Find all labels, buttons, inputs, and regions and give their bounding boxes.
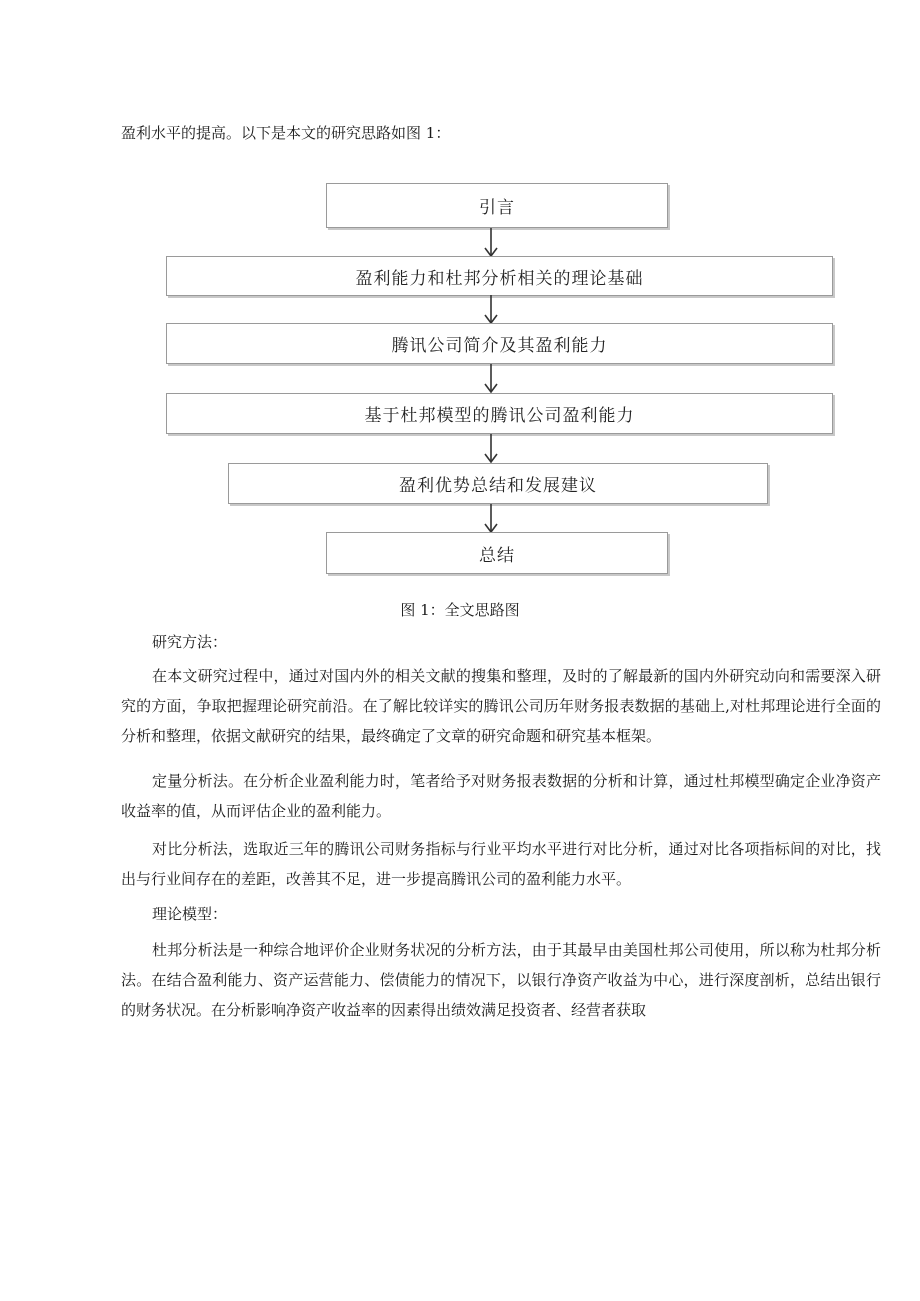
- method-heading: 研究方法：: [152, 633, 228, 651]
- flow-step-theory-basis: 盈利能力和杜邦分析相关的理论基础: [166, 256, 833, 296]
- down-arrow-icon: [481, 295, 501, 325]
- theory-heading: 理论模型：: [152, 905, 228, 923]
- down-arrow-icon: [481, 434, 501, 464]
- flow-step-conclusion: 总结: [326, 532, 668, 574]
- flow-step-introduction: 引言: [326, 183, 668, 228]
- method-paragraph-quantitative: 定量分析法。在分析企业盈利能力时，笔者给予对财务报表数据的分析和计算，通过杜邦模型确定企业净资产收益率的值，从而评估企业的盈利能力。: [121, 772, 881, 820]
- down-arrow-icon: [481, 364, 501, 394]
- flow-step-suggestions: 盈利优势总结和发展建议: [228, 463, 768, 504]
- method-paragraph-comparative: 对比分析法，选取近三年的腾讯公司财务指标与行业平均水平进行对比分析，通过对比各项指标间的对比，找出与行业间存在的差距，改善其不足，进一步提高腾讯公司的盈利能力水平。: [121, 840, 881, 888]
- flow-step-company-profile: 腾讯公司简介及其盈利能力: [166, 323, 833, 364]
- theory-paragraph: 杜邦分析法是一种综合地评价企业财务状况的分析方法，由于其最早由美国杜邦公司使用，所以称为杜邦分析法。在结合盈利能力、资产运营能力、偿债能力的情况下，以银行净资产收益为中心，进行深度剖析，总结出银行的财务状况。在分析影响净资产收益率的因素得出绩效满足投资者、经营者获取: [121, 941, 881, 1019]
- figure-caption: 图 1：全文思路图: [400, 601, 520, 619]
- flow-step-dupont-analysis: 基于杜邦模型的腾讯公司盈利能力: [166, 393, 833, 434]
- down-arrow-icon: [481, 504, 501, 534]
- down-arrow-icon: [481, 228, 501, 258]
- method-paragraph-literature: 在本文研究过程中，通过对国内外的相关文献的搜集和整理，及时的了解最新的国内外研究动向和需要深入研究的方面，争取把握理论研究前沿。在了解比较详实的腾讯公司历年财务报表数据的基础上,对杜邦理论进行全面的分析和整理，依据文献研究的结果，最终确定了文章的研究命题和研究基本框架。: [121, 667, 881, 745]
- intro-line: 盈利水平的提高。以下是本文的研究思路如图 1：: [121, 124, 451, 142]
